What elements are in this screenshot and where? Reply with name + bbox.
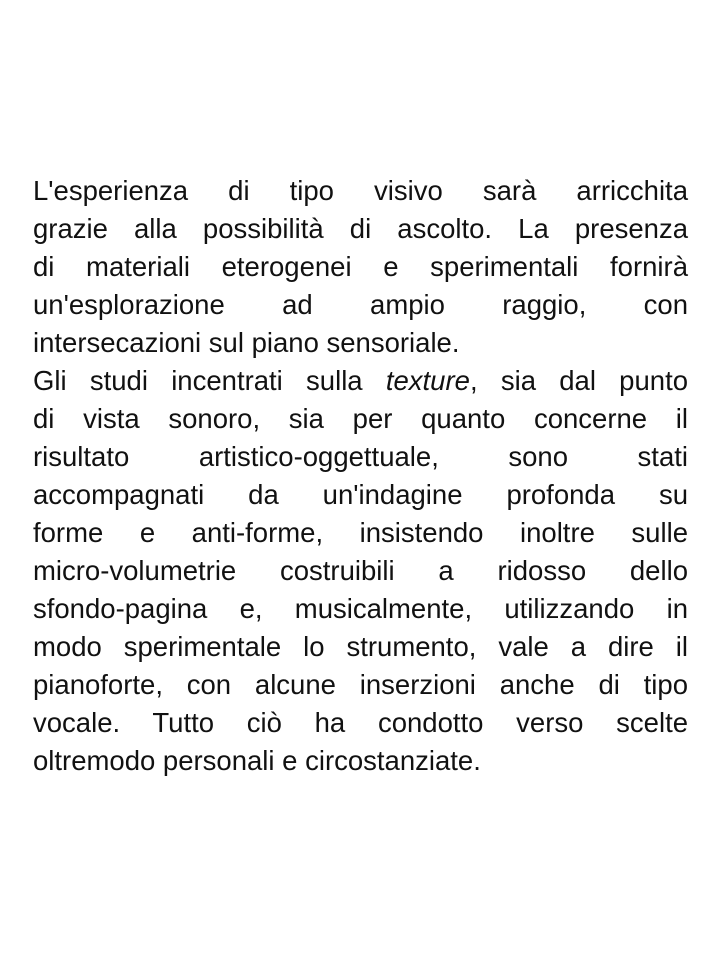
text-line: di materiali eterogenei e sperimentali fornirà (33, 251, 688, 282)
text-run: , sia dal punto (469, 365, 689, 396)
text-line: un'esplorazione ad ampio raggio, con (33, 289, 688, 320)
text-line: forme e anti-forme, insistendo inoltre sulle (33, 517, 688, 548)
text-line: vocale. Tutto ciò ha condotto verso scelte (33, 707, 688, 738)
italic-term: texture (385, 365, 470, 396)
text-line: micro-volumetrie costruibili a ridosso dello (33, 555, 688, 586)
text-line: risultato artistico-oggettuale, sono stati (33, 441, 688, 472)
document-body (33, 172, 688, 780)
text-line: modo sperimentale lo strumento, vale a dire il (33, 631, 688, 662)
paragraph-1 (33, 172, 688, 362)
text-line: grazie alla possibilità di ascolto. La presenza (33, 213, 688, 244)
text-line: intersecazioni sul piano sensoriale. (33, 327, 460, 358)
paragraph-2 (33, 362, 688, 780)
text-line-with-italic (33, 362, 688, 400)
text-line: di vista sonoro, sia per quanto concerne il (33, 403, 688, 434)
text-line: sfondo-pagina e, musicalmente, utilizzando in (33, 593, 688, 624)
text-line: accompagnati da un'indagine profonda su (33, 479, 688, 510)
text-run: Gli studi incentrati sulla (33, 365, 386, 396)
text-line: oltremodo personali e circostanziate. (33, 745, 481, 776)
text-line: L'esperienza di tipo visivo sarà arricchita (33, 175, 688, 206)
text-line: pianoforte, con alcune inserzioni anche di tipo (33, 669, 688, 700)
